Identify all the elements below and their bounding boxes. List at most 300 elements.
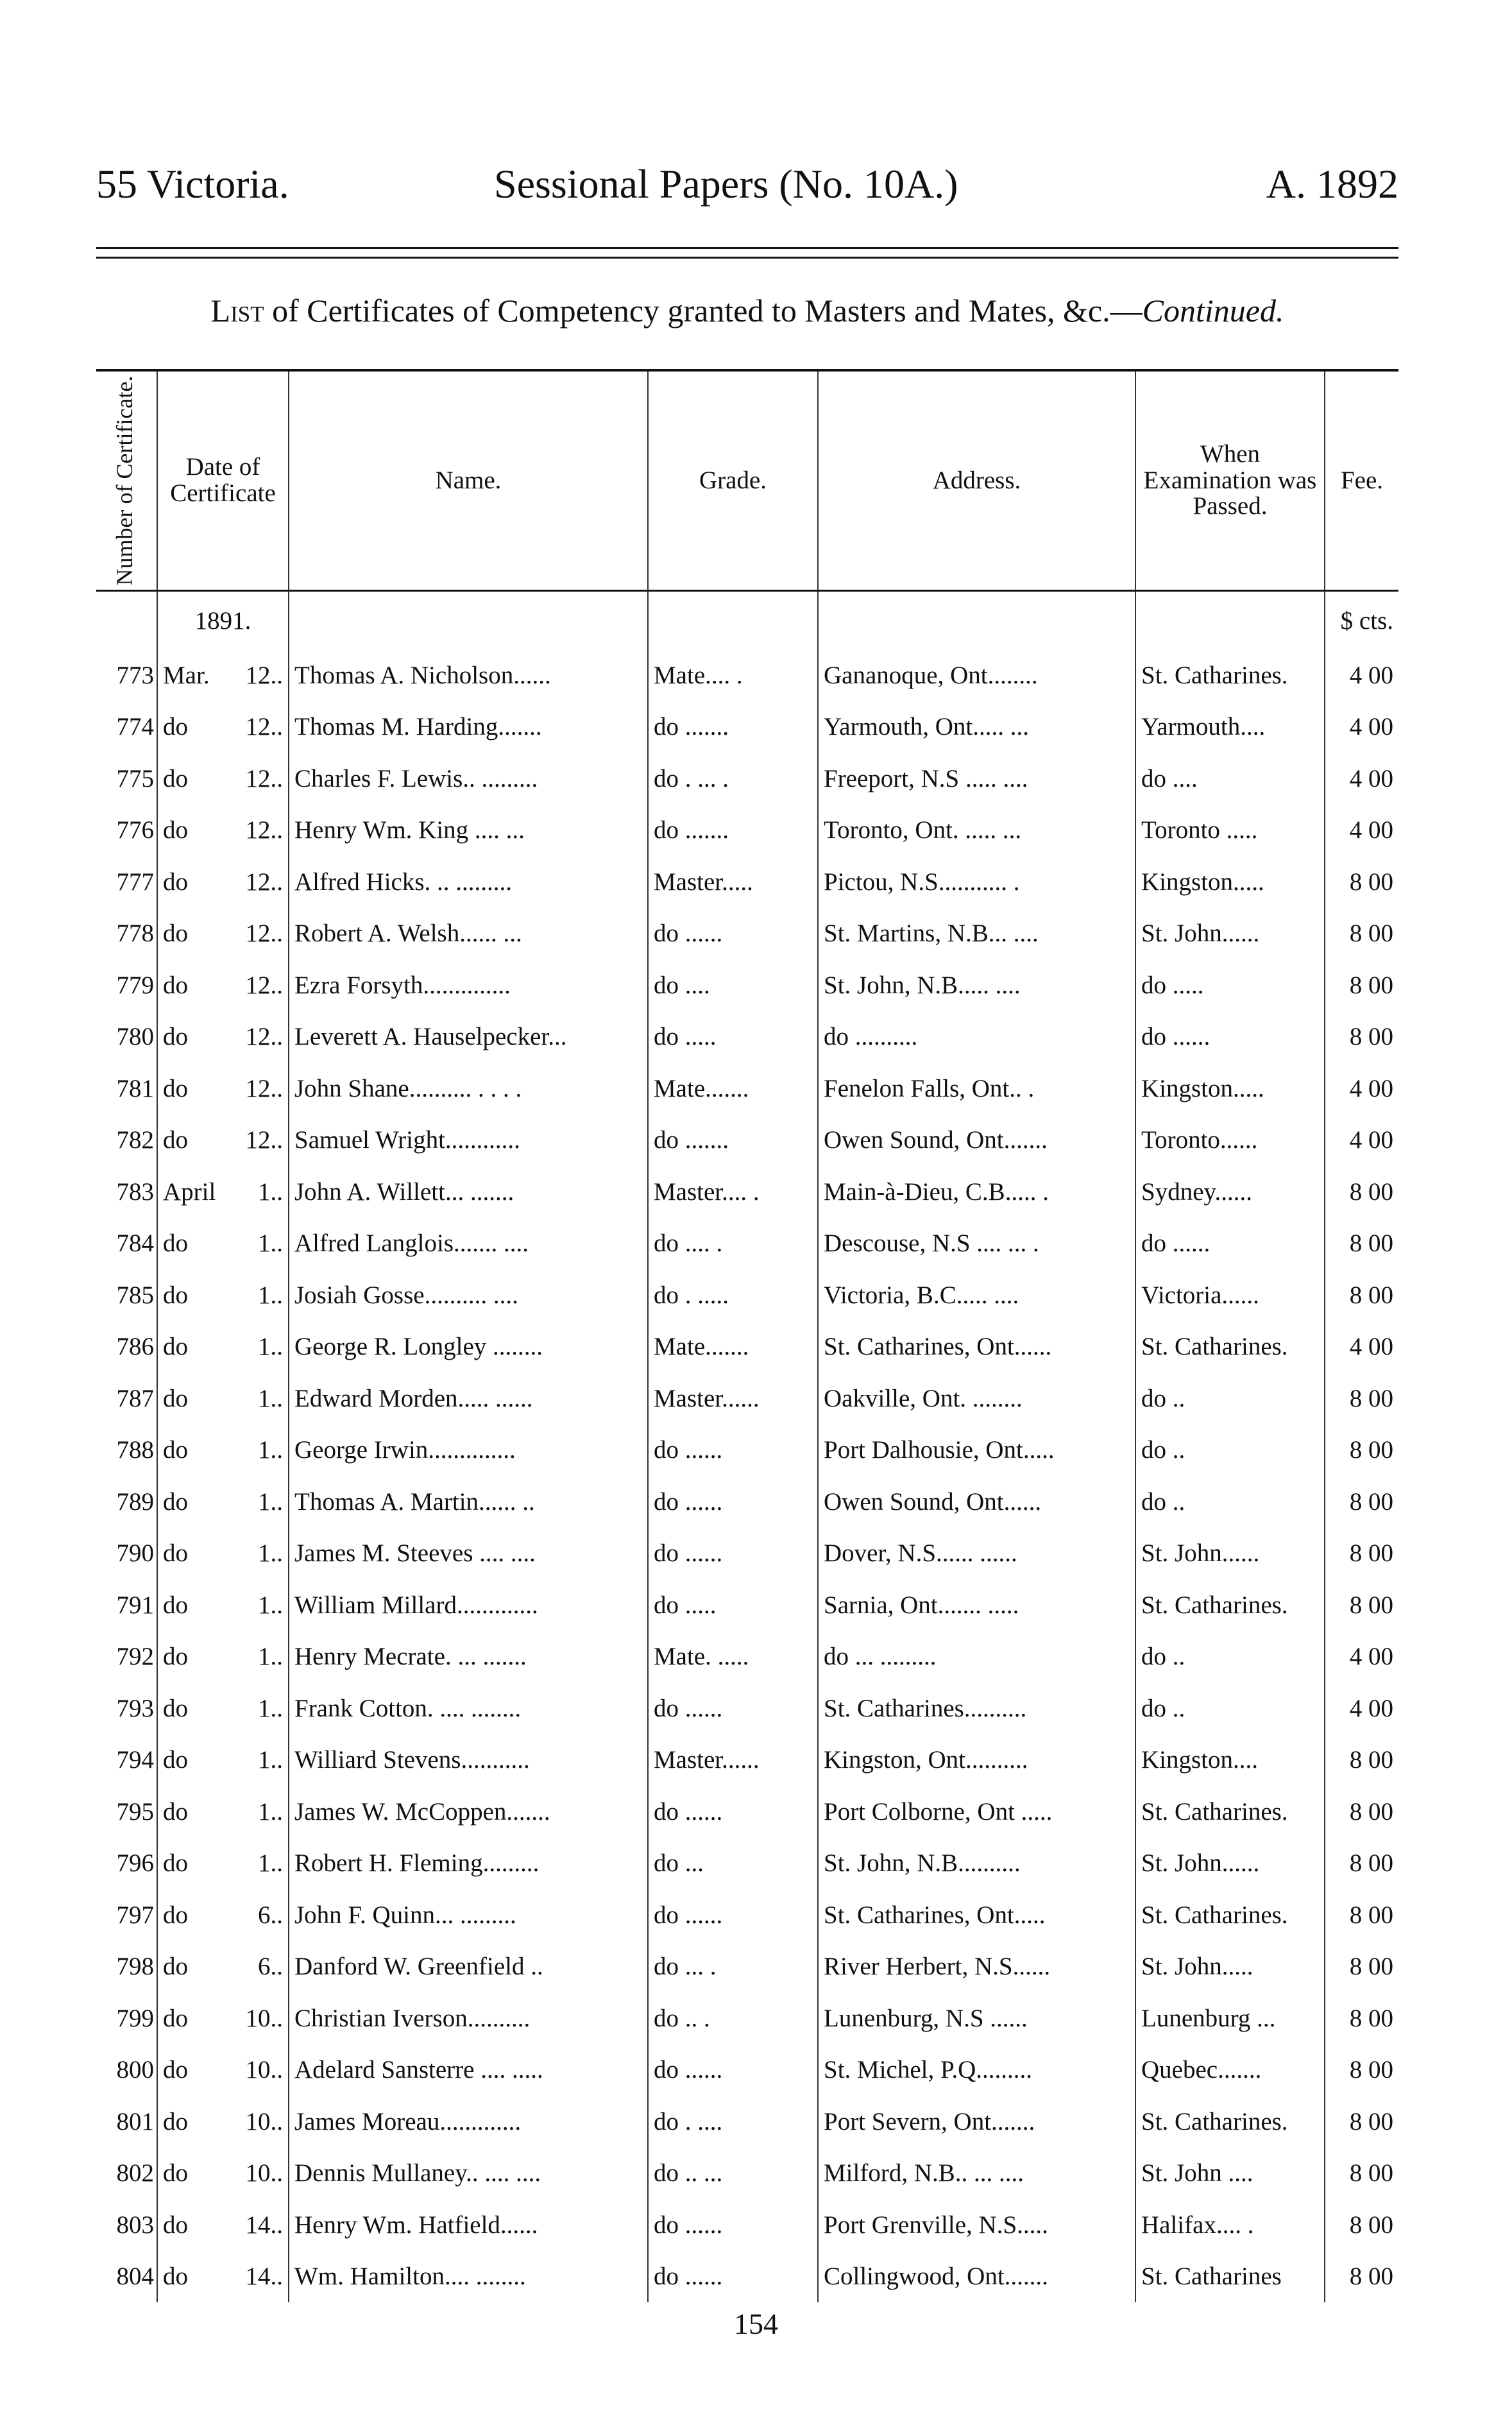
grade: do ...... xyxy=(648,1786,818,1838)
address: Dover, N.S...... ...... xyxy=(818,1528,1135,1580)
table-row xyxy=(96,1218,1398,1270)
fee: 8 00 xyxy=(1325,1992,1398,2044)
caption-lead: List xyxy=(210,293,264,329)
holder-name: Dennis Mullaney.. .... .... xyxy=(289,2148,648,2200)
year-label: 1891. xyxy=(157,591,289,650)
cert-day: 1.. xyxy=(258,1333,283,1361)
holder-name: John F. Quinn... ......... xyxy=(289,1889,648,1941)
exam-place: St. Catharines. xyxy=(1135,1786,1325,1838)
fee: 8 00 xyxy=(1325,856,1398,908)
fee: 8 00 xyxy=(1325,1579,1398,1631)
cert-date xyxy=(157,1889,289,1941)
cert-number: 780 xyxy=(116,1023,154,1051)
grade: Mate. ..... xyxy=(648,1631,818,1683)
header-session: 55 Victoria. xyxy=(96,161,289,207)
fee: 8 00 xyxy=(1325,1218,1398,1270)
grade: do .. ... xyxy=(648,2148,818,2200)
holder-name: Wm. Hamilton.... ........ xyxy=(289,2251,648,2303)
fee: 8 00 xyxy=(1325,1528,1398,1580)
cert-date xyxy=(157,2148,289,2200)
cert-number: 798 xyxy=(116,1953,154,1981)
cert-day: 1.. xyxy=(258,1797,283,1826)
cert-number: 789 xyxy=(116,1487,154,1516)
certificates-table xyxy=(96,369,1398,2302)
cert-date xyxy=(157,1941,289,1993)
fee: 8 00 xyxy=(1325,1011,1398,1063)
cert-day: 14.. xyxy=(245,2211,283,2239)
cert-number: 794 xyxy=(116,1746,154,1774)
cert-date xyxy=(157,1063,289,1115)
cert-number: 799 xyxy=(116,2004,154,2032)
table-row xyxy=(96,1321,1398,1373)
holder-name: James W. McCoppen....... xyxy=(289,1786,648,1838)
address: St. Catharines.......... xyxy=(818,1682,1135,1734)
cert-month: do xyxy=(163,2159,188,2187)
cert-date xyxy=(157,1321,289,1373)
cert-number: 795 xyxy=(116,1797,154,1826)
address: River Herbert, N.S...... xyxy=(818,1941,1135,1993)
grade: do ... . xyxy=(648,1941,818,1993)
fee: 8 00 xyxy=(1325,1476,1398,1528)
holder-name: Williard Stevens........... xyxy=(289,1734,648,1786)
grade: do ....... xyxy=(648,701,818,753)
exam-place: do .. xyxy=(1135,1425,1325,1476)
cert-month: do xyxy=(163,1384,188,1412)
exam-place: do .. xyxy=(1135,1476,1325,1528)
grade: Master..... xyxy=(648,856,818,908)
cert-date xyxy=(157,1115,289,1167)
cert-day: 10.. xyxy=(245,2159,283,2187)
fee: 8 00 xyxy=(1325,1373,1398,1425)
cert-month: do xyxy=(163,2107,188,2135)
exam-place: St. John .... xyxy=(1135,2148,1325,2200)
cert-day: 1.. xyxy=(258,1229,283,1258)
cert-date xyxy=(157,1269,289,1321)
fee: 8 00 xyxy=(1325,2251,1398,2303)
address: Victoria, B.C..... .... xyxy=(818,1269,1135,1321)
grade: do . ... . xyxy=(648,753,818,805)
fee: 8 00 xyxy=(1325,1269,1398,1321)
table-row xyxy=(96,753,1398,805)
year-row-blank xyxy=(289,591,648,650)
grade: Mate.... . xyxy=(648,649,818,701)
address: Milford, N.B.. ... .... xyxy=(818,2148,1135,2200)
cert-date xyxy=(157,649,289,701)
fee: 4 00 xyxy=(1325,753,1398,805)
cert-date xyxy=(157,1373,289,1425)
cert-month: do xyxy=(163,920,188,948)
table-row xyxy=(96,2199,1398,2251)
cert-number: 797 xyxy=(116,1901,154,1929)
address: Freeport, N.S ..... .... xyxy=(818,753,1135,805)
address: Yarmouth, Ont..... ... xyxy=(818,701,1135,753)
grade: do ...... xyxy=(648,1682,818,1734)
cert-month: do xyxy=(163,1487,188,1516)
grade: do . .... xyxy=(648,2096,818,2148)
cert-month: do xyxy=(163,971,188,999)
cert-month: Mar. xyxy=(163,661,210,689)
holder-name: Samuel Wright............ xyxy=(289,1115,648,1167)
cert-date xyxy=(157,1425,289,1476)
table-row xyxy=(96,959,1398,1011)
table-body xyxy=(96,591,1398,2303)
exam-place: St. Catharines xyxy=(1135,2251,1325,2303)
cert-month: do xyxy=(163,1901,188,1929)
fee: 4 00 xyxy=(1325,649,1398,701)
grade: do ..... xyxy=(648,1579,818,1631)
cert-number: 793 xyxy=(116,1694,154,1722)
holder-name: Robert A. Welsh...... ... xyxy=(289,908,648,960)
fee-unit-label: $ cts. xyxy=(1325,591,1398,650)
holder-name: Frank Cotton. .... ........ xyxy=(289,1682,648,1734)
cert-number: 800 xyxy=(116,2056,154,2084)
table-row xyxy=(96,1734,1398,1786)
cert-day: 12.. xyxy=(245,661,283,689)
holder-name: Henry Wm. Hatfield...... xyxy=(289,2199,648,2251)
cert-day: 1.. xyxy=(258,1281,283,1309)
cert-number: 778 xyxy=(116,920,154,948)
grade: do ...... xyxy=(648,1425,818,1476)
holder-name: Josiah Gosse.......... .... xyxy=(289,1269,648,1321)
cert-day: 12.. xyxy=(245,1023,283,1051)
grade: do ...... xyxy=(648,2251,818,2303)
address: Sarnia, Ont....... ..... xyxy=(818,1579,1135,1631)
col-header-number xyxy=(96,370,157,591)
col-header-address: Address. xyxy=(818,370,1135,591)
cert-day: 12.. xyxy=(245,764,283,792)
fee: 4 00 xyxy=(1325,1631,1398,1683)
cert-month: do xyxy=(163,1591,188,1619)
exam-place: St. John...... xyxy=(1135,1838,1325,1890)
cert-date xyxy=(157,2199,289,2251)
table-row xyxy=(96,1889,1398,1941)
address: Oakville, Ont. ........ xyxy=(818,1373,1135,1425)
address: Port Grenville, N.S..... xyxy=(818,2199,1135,2251)
cert-number: 804 xyxy=(116,2263,154,2291)
fee: 4 00 xyxy=(1325,701,1398,753)
cert-number: 786 xyxy=(116,1333,154,1361)
holder-name: George Irwin.............. xyxy=(289,1425,648,1476)
exam-place: St. John...... xyxy=(1135,1528,1325,1580)
col-header-grade: Grade. xyxy=(648,370,818,591)
col-header-when: When Examination was Passed. xyxy=(1135,370,1325,591)
address: do .......... xyxy=(818,1011,1135,1063)
cert-date xyxy=(157,1528,289,1580)
cert-date xyxy=(157,1011,289,1063)
address: Port Severn, Ont....... xyxy=(818,2096,1135,2148)
table-row xyxy=(96,1838,1398,1890)
fee: 4 00 xyxy=(1325,1063,1398,1115)
cert-date xyxy=(157,2251,289,2303)
fee: 4 00 xyxy=(1325,1321,1398,1373)
holder-name: Thomas A. Martin...... .. xyxy=(289,1476,648,1528)
cert-date xyxy=(157,1734,289,1786)
address: St. Catharines, Ont...... xyxy=(818,1321,1135,1373)
cert-month: do xyxy=(163,1023,188,1051)
grade: Master.... . xyxy=(648,1166,818,1218)
grade: do ...... xyxy=(648,2199,818,2251)
holder-name: Ezra Forsyth.............. xyxy=(289,959,648,1011)
fee: 8 00 xyxy=(1325,1786,1398,1838)
cert-day: 10.. xyxy=(245,2056,283,2084)
col-header-number-label: Number of Certificate. xyxy=(112,375,138,586)
col-header-name: Name. xyxy=(289,370,648,591)
holder-name: Thomas A. Nicholson...... xyxy=(289,649,648,701)
exam-place: St. Catharines. xyxy=(1135,1889,1325,1941)
cert-number: 803 xyxy=(116,2211,154,2239)
cert-month: do xyxy=(163,1849,188,1878)
cert-month: do xyxy=(163,764,188,792)
grade: do ..... xyxy=(648,1011,818,1063)
cert-month: do xyxy=(163,1126,188,1154)
holder-name: Henry Wm. King .... ... xyxy=(289,805,648,857)
cert-date xyxy=(157,1682,289,1734)
cert-number: 788 xyxy=(116,1436,154,1464)
address: Owen Sound, Ont....... xyxy=(818,1115,1135,1167)
cert-month: do xyxy=(163,2004,188,2032)
grade: Mate....... xyxy=(648,1063,818,1115)
exam-place: St. Catharines. xyxy=(1135,1321,1325,1373)
header-rule-top xyxy=(96,247,1398,249)
fee: 8 00 xyxy=(1325,908,1398,960)
grade: do ....... xyxy=(648,805,818,857)
address: Collingwood, Ont....... xyxy=(818,2251,1135,2303)
cert-number: 775 xyxy=(116,764,154,792)
grade: do . ..... xyxy=(648,1269,818,1321)
table-row xyxy=(96,1011,1398,1063)
holder-name: Robert H. Fleming......... xyxy=(289,1838,648,1890)
table-row xyxy=(96,2148,1398,2200)
cert-day: 12.. xyxy=(245,816,283,844)
cert-day: 12.. xyxy=(245,868,283,896)
exam-place: Victoria...... xyxy=(1135,1269,1325,1321)
cert-month: do xyxy=(163,1074,188,1102)
cert-number: 791 xyxy=(116,1591,154,1619)
address: Toronto, Ont. ..... ... xyxy=(818,805,1135,857)
cert-day: 1.. xyxy=(258,1849,283,1878)
year-row xyxy=(96,591,1398,650)
exam-place: Toronto...... xyxy=(1135,1115,1325,1167)
cert-day: 1.. xyxy=(258,1384,283,1412)
cert-month: do xyxy=(163,1333,188,1361)
holder-name: Henry Mecrate. ... ....... xyxy=(289,1631,648,1683)
table-row xyxy=(96,649,1398,701)
grade: Master...... xyxy=(648,1373,818,1425)
caption-continued: Continued. xyxy=(1142,293,1284,329)
cert-day: 12.. xyxy=(245,1074,283,1102)
exam-place: Kingston..... xyxy=(1135,1063,1325,1115)
cert-date xyxy=(157,1579,289,1631)
cert-date xyxy=(157,959,289,1011)
address: St. Martins, N.B... .... xyxy=(818,908,1135,960)
year-row-blank xyxy=(96,591,157,650)
cert-day: 1.. xyxy=(258,1746,283,1774)
cert-day: 12.. xyxy=(245,1126,283,1154)
holder-name: John Shane.......... . . . . xyxy=(289,1063,648,1115)
holder-name: Alfred Hicks. .. ......... xyxy=(289,856,648,908)
fee: 8 00 xyxy=(1325,1734,1398,1786)
table-caption xyxy=(96,292,1398,329)
cert-month: do xyxy=(163,1229,188,1258)
address: Kingston, Ont.......... xyxy=(818,1734,1135,1786)
fee: 8 00 xyxy=(1325,1889,1398,1941)
exam-place: Kingston..... xyxy=(1135,856,1325,908)
fee: 8 00 xyxy=(1325,2044,1398,2096)
cert-date xyxy=(157,1838,289,1890)
year-row-blank xyxy=(1135,591,1325,650)
cert-date xyxy=(157,701,289,753)
header-title: Sessional Papers (No. 10A.) xyxy=(494,161,958,207)
cert-date xyxy=(157,1631,289,1683)
fee: 4 00 xyxy=(1325,1115,1398,1167)
address: Port Dalhousie, Ont..... xyxy=(818,1425,1135,1476)
exam-place: do .. xyxy=(1135,1631,1325,1683)
grade: Master...... xyxy=(648,1734,818,1786)
page-number: 154 xyxy=(734,2307,778,2340)
table-row xyxy=(96,1631,1398,1683)
cert-month: do xyxy=(163,1797,188,1826)
cert-month: do xyxy=(163,713,188,741)
cert-month: do xyxy=(163,2056,188,2084)
cert-month: do xyxy=(163,1436,188,1464)
cert-day: 14.. xyxy=(245,2263,283,2291)
address: Port Colborne, Ont ..... xyxy=(818,1786,1135,1838)
cert-month: do xyxy=(163,2263,188,2291)
table-row xyxy=(96,701,1398,753)
cert-month: do xyxy=(163,1539,188,1568)
address: St. Catharines, Ont..... xyxy=(818,1889,1135,1941)
address: St. John, N.B.......... xyxy=(818,1838,1135,1890)
fee: 8 00 xyxy=(1325,1941,1398,1993)
table-row xyxy=(96,1115,1398,1167)
cert-month: do xyxy=(163,1953,188,1981)
table-row xyxy=(96,1528,1398,1580)
cert-day: 10.. xyxy=(245,2107,283,2135)
fee: 4 00 xyxy=(1325,1682,1398,1734)
fee: 8 00 xyxy=(1325,2096,1398,2148)
exam-place: St. John...... xyxy=(1135,908,1325,960)
cert-month: do xyxy=(163,868,188,896)
table-row xyxy=(96,1682,1398,1734)
holder-name: Danford W. Greenfield .. xyxy=(289,1941,648,1993)
grade: do ...... xyxy=(648,908,818,960)
address: Descouse, N.S .... ... . xyxy=(818,1218,1135,1270)
header-rule-bottom xyxy=(96,257,1398,259)
holder-name: John A. Willett... ....... xyxy=(289,1166,648,1218)
holder-name: Christian Iverson.......... xyxy=(289,1992,648,2044)
holder-name: Alfred Langlois....... .... xyxy=(289,1218,648,1270)
table-row xyxy=(96,2044,1398,2096)
cert-day: 1.. xyxy=(258,1436,283,1464)
table-row xyxy=(96,2251,1398,2303)
cert-day: 12.. xyxy=(245,971,283,999)
holder-name: Leverett A. Hauselpecker... xyxy=(289,1011,648,1063)
cert-number: 776 xyxy=(116,816,154,844)
holder-name: Charles F. Lewis.. ......... xyxy=(289,753,648,805)
address: do ... ......... xyxy=(818,1631,1135,1683)
table-row xyxy=(96,1579,1398,1631)
table-row xyxy=(96,1992,1398,2044)
exam-place: do .. xyxy=(1135,1682,1325,1734)
year-row-blank xyxy=(818,591,1135,650)
table-row xyxy=(96,805,1398,857)
cert-number: 784 xyxy=(116,1229,154,1258)
cert-month: April xyxy=(163,1177,216,1206)
grade: do ...... xyxy=(648,1889,818,1941)
cert-number: 802 xyxy=(116,2159,154,2187)
cert-date xyxy=(157,856,289,908)
address: Gananoque, Ont........ xyxy=(818,649,1135,701)
cert-month: do xyxy=(163,816,188,844)
table-row xyxy=(96,2096,1398,2148)
exam-place: Quebec....... xyxy=(1135,2044,1325,2096)
cert-month: do xyxy=(163,1643,188,1671)
col-header-fee: Fee. xyxy=(1325,370,1398,591)
table-row xyxy=(96,1373,1398,1425)
holder-name: James M. Steeves .... .... xyxy=(289,1528,648,1580)
grade: do ...... xyxy=(648,1528,818,1580)
table-row xyxy=(96,856,1398,908)
grade: do ... xyxy=(648,1838,818,1890)
cert-day: 1.. xyxy=(258,1487,283,1516)
cert-number: 779 xyxy=(116,971,154,999)
fee: 8 00 xyxy=(1325,1425,1398,1476)
grade: do ...... xyxy=(648,2044,818,2096)
exam-place: Halifax.... . xyxy=(1135,2199,1325,2251)
fee: 8 00 xyxy=(1325,2199,1398,2251)
cert-day: 6.. xyxy=(258,1901,283,1929)
holder-name: George R. Longley ........ xyxy=(289,1321,648,1373)
exam-place: St. John..... xyxy=(1135,1941,1325,1993)
holder-name: James Moreau............. xyxy=(289,2096,648,2148)
cert-date xyxy=(157,1166,289,1218)
caption-main: of Certificates of Competency granted to Masters and Mates, &c.— xyxy=(264,293,1142,329)
header-year: A. 1892 xyxy=(1266,161,1398,207)
cert-date xyxy=(157,1992,289,2044)
cert-day: 10.. xyxy=(245,2004,283,2032)
table-row xyxy=(96,1476,1398,1528)
cert-month: do xyxy=(163,2211,188,2239)
cert-number: 785 xyxy=(116,1281,154,1309)
address: St. Michel, P.Q......... xyxy=(818,2044,1135,2096)
holder-name: Thomas M. Harding....... xyxy=(289,701,648,753)
year-row-blank xyxy=(648,591,818,650)
exam-place: do ...... xyxy=(1135,1218,1325,1270)
cert-day: 1.. xyxy=(258,1591,283,1619)
table-row xyxy=(96,1941,1398,1993)
exam-place: St. Catharines. xyxy=(1135,649,1325,701)
address: Owen Sound, Ont...... xyxy=(818,1476,1135,1528)
fee: 4 00 xyxy=(1325,805,1398,857)
table-row xyxy=(96,1269,1398,1321)
cert-date xyxy=(157,1476,289,1528)
cert-day: 1.. xyxy=(258,1643,283,1671)
cert-number: 796 xyxy=(116,1849,154,1878)
cert-day: 12.. xyxy=(245,920,283,948)
cert-number: 774 xyxy=(116,713,154,741)
grade: do .... . xyxy=(648,1218,818,1270)
cert-day: 1.. xyxy=(258,1177,283,1206)
cert-date xyxy=(157,2044,289,2096)
cert-month: do xyxy=(163,1694,188,1722)
cert-number: 783 xyxy=(116,1177,154,1206)
grade: do ....... xyxy=(648,1115,818,1167)
address: Fenelon Falls, Ont.. . xyxy=(818,1063,1135,1115)
fee: 8 00 xyxy=(1325,2148,1398,2200)
cert-month: do xyxy=(163,1281,188,1309)
holder-name: Adelard Sansterre .... ..... xyxy=(289,2044,648,2096)
address: Lunenburg, N.S ...... xyxy=(818,1992,1135,2044)
